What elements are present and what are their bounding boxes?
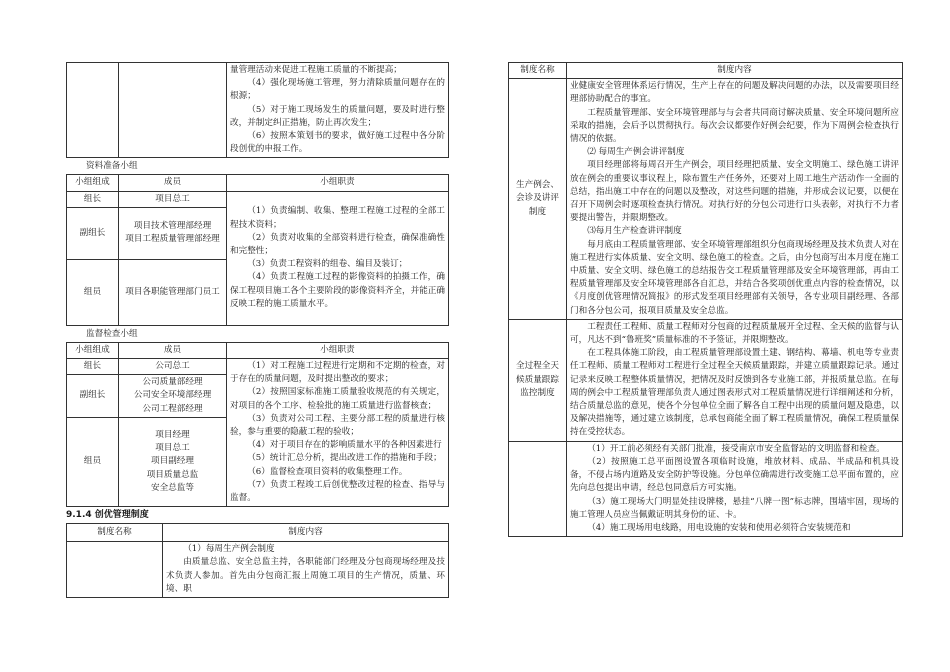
table-header: 小组职责 <box>227 175 449 191</box>
duty-line: （3）负责工程资料的组卷、编目及装订； <box>247 259 408 270</box>
duties-cell <box>227 191 449 325</box>
table-header: 制度名称 <box>509 63 567 79</box>
duty-line: （2）负责对收集的全部资料进行检查，确保准确性和完整性； <box>230 232 445 257</box>
content-paragraph: （4）施工现场用电线路，用电设施的安装和使用必须符合安装规范和 <box>587 522 851 533</box>
system-name-cell: 全过程全天候质量跟踪监控制度 <box>509 319 567 441</box>
content-paragraph: 工程质量管理部、安全环境管理部与与会者共同商讨解决质量、安全环境问题所应采取的措施，会后予以贯彻执行。每次会议都要作好例会纪要，作为下周例会检查执行情况的依据。 <box>570 107 899 145</box>
section-heading: 9.1.4 创优管理制度 <box>66 510 149 521</box>
members-cell: 项目经理 项目总工 项目副经理 项目质量总监 安全总监等 <box>119 417 227 506</box>
system-name-cell: 生产例会、会诊及讲评制度 <box>509 79 567 320</box>
role-cell: 组员 <box>67 259 119 325</box>
content-paragraph: 业健康安全管理体系运行情况，生产上存在的问题及解决问题的办法，以及需要项目经理部协助配合的事宜。 <box>570 81 899 105</box>
duty-line: （5）统计汇总分析，提出改进工作的措施和手段； <box>247 453 442 464</box>
right-column <box>508 62 903 537</box>
table-cell <box>119 63 227 158</box>
group-table <box>66 174 449 325</box>
table-header: 制度名称 <box>67 524 163 542</box>
content-paragraph: ⑵ 每周生产例会讲评制度 <box>587 147 685 158</box>
duty-line: 量管理活动来促进工程施工质量的不断提高； <box>230 65 402 75</box>
duty-line: （4）强化现场施工管理，努力清除质量问题存在的根源； <box>230 78 445 102</box>
left-column <box>66 62 449 598</box>
content-cell <box>567 319 903 441</box>
duty-line: （1）对工程施工过程进行定期和不定期的检查，对于存在的质量问题，及时提出整改的要求； <box>230 361 445 385</box>
content-line: 由质量总监、安全总监主持，各职能部门经理及分包商现场经理及技术负责人参加。首先由分包商汇报上周施工项目的生产情况，质量、环境、职 <box>166 557 445 594</box>
group-table <box>66 342 449 507</box>
content-cell <box>567 79 903 320</box>
system-table-continued <box>508 62 903 537</box>
duty-line: （5）对于施工现场发生的质量问题，要及时进行整改，并制定纠正措施，防止再次发生； <box>230 104 445 128</box>
duty-line: （7）负责工程竣工后创优整改过程的检查、指导与监督。 <box>230 479 445 504</box>
table-header: 成员 <box>119 342 227 358</box>
duties-cell <box>227 359 449 507</box>
content-line: （1）每周生产例会制度 <box>183 544 275 555</box>
continued-duty-table <box>66 62 449 158</box>
members-cell: 项目各职能管理部门员工 <box>119 259 227 325</box>
duty-line: （3）负责对公司工程、主要分部工程的质量进行核验，参与重要的隐蔽工程的验收； <box>230 413 445 438</box>
table-header: 成员 <box>119 175 227 191</box>
content-paragraph: 每月底由工程质量管理部、安全环境管理部组织分包商现场经理及技术负责人对在施工程进行实体质量、安全文明、绿色施工的检查。之后，由分包商写出本月度在施工中质量、安全文明、绿色施工的总结报告交工程质量管理部及安全环境管理部，再由工程质量管理部及安全环境管理部各自汇总，并结合各奖项创优重点内容的检查情况，以《月度创优管理情况简报》的形式发至项目经理部有关领导，各专业项目副经理、各部门和各分包公司，报项目质量及安全总监。 <box>570 239 899 316</box>
content-cell <box>567 441 903 536</box>
duty-line: （4）负责工程施工过程的影像资料的拍摄工作，确保工程项目施工各个主要阶段的影像资料齐全，并能正确反映工程的施工质量水平。 <box>230 272 445 309</box>
members-cell: 项目总工 <box>119 191 227 207</box>
table-cell <box>227 63 449 158</box>
content-paragraph: 在工程具体施工阶段，由工程质量管理部设置土建、钢结构、幕墙、机电等专业责任工程师、质量工程师对工程进行全过程全天候质量跟踪，并建立质量跟踪记录。通过记录来反映工程整体质量情况，把情况及时反馈到各专业施工部，并报质量总监。在每周的例会中工程质量管理部负责人通过图表形式对工程质量情况进行详细阐述和分析，结合质量总监的意见，使各个分包单位全面了解各自工程中出现的质量问题及隐患，以及解决措施等，通过建立该制度，总承包商能全面了解工程质量情况，确保工程质量保持在受控状态。 <box>570 348 899 438</box>
role-cell: 组员 <box>67 417 119 506</box>
table-header: 小组组成 <box>67 342 119 358</box>
table-header: 小组组成 <box>67 175 119 191</box>
system-table <box>66 523 449 598</box>
content-paragraph: （2）按照施工总平面图设置各项临时设施，堆放材料、成品、半成品和机具设备，不侵占场内道路及安全防护等设施。分包单位确需进行改变施工总平面布置的，应先向总包提出申请，经总包同意后方可实施。 <box>570 456 899 494</box>
content-paragraph: 项目经理部将每周召开生产例会，项目经理把质量、安全文明施工、绿色施工讲评放在例会的重要议事议程上，除布置生产任务外，还要对上周工地生产活动作一全面的总结，指出施工中存在的问题以及整改，对这些问题的措施，并形成会议记要，以便在召开下周例会时逐项检查执行情况。对执行好的分包公司进行口头表彰，对执行不力者要提出警告，并限期整改。 <box>570 160 899 224</box>
duty-line: （4）对于项目存在的影响质量水平的各种因素进行 <box>247 440 442 451</box>
role-cell: 组长 <box>67 359 119 375</box>
table-header: 制度内容 <box>163 524 449 542</box>
group-caption: 资料准备小组 <box>86 161 138 172</box>
duty-line: （1）负责编制、收集、整理工程施工过程的全部工程技术资料； <box>230 206 445 230</box>
content-paragraph: ⑶每月生产检查讲评制度 <box>587 226 682 237</box>
table-header: 小组职责 <box>227 342 449 358</box>
duty-line: （6）按照本策划书的要求，做好施工过程中各分阶段创优的申报工作。 <box>230 131 445 155</box>
duty-line: （6）监督检查项目资料的收集整理工作。 <box>247 466 408 477</box>
role-cell: 副组长 <box>67 375 119 418</box>
table-header: 制度内容 <box>567 63 903 79</box>
members-cell: 公司总工 <box>119 359 227 375</box>
content-paragraph: （1）开工前必须经有关部门批准，接受南京市安全监督站的文明监督和检查。 <box>587 443 885 454</box>
system-name-cell <box>509 441 567 536</box>
table-cell <box>67 63 119 158</box>
members-cell: 项目技术管理部经理 项目工程质量管理部经理 <box>119 207 227 259</box>
content-cell <box>163 542 449 598</box>
group-caption: 监督检查小组 <box>86 328 138 339</box>
duty-line: （2）按照国家标准施工质量验收规范的有关规定，对项目的各个工序、检验批的施工质量进行监督核查； <box>230 387 445 411</box>
content-paragraph: （3）施工现场大门明显处挂设牌楼，悬挂“八牌一图”标志牌，围墙牢固，现场的施工管理人员应当佩戴证明其身份的证、卡。 <box>570 496 899 520</box>
role-cell: 副组长 <box>67 207 119 259</box>
content-paragraph: 工程责任工程师、质量工程师对分包商的过程质量展开全过程、全天候的监督与认可，凡达不到“鲁班奖”质量标准的不予签证，并限期整改。 <box>570 321 899 346</box>
members-cell: 公司质量部经理 公司安全环境部经理 公司工程部经理 <box>119 375 227 418</box>
table-cell <box>67 542 163 598</box>
role-cell: 组长 <box>67 191 119 207</box>
